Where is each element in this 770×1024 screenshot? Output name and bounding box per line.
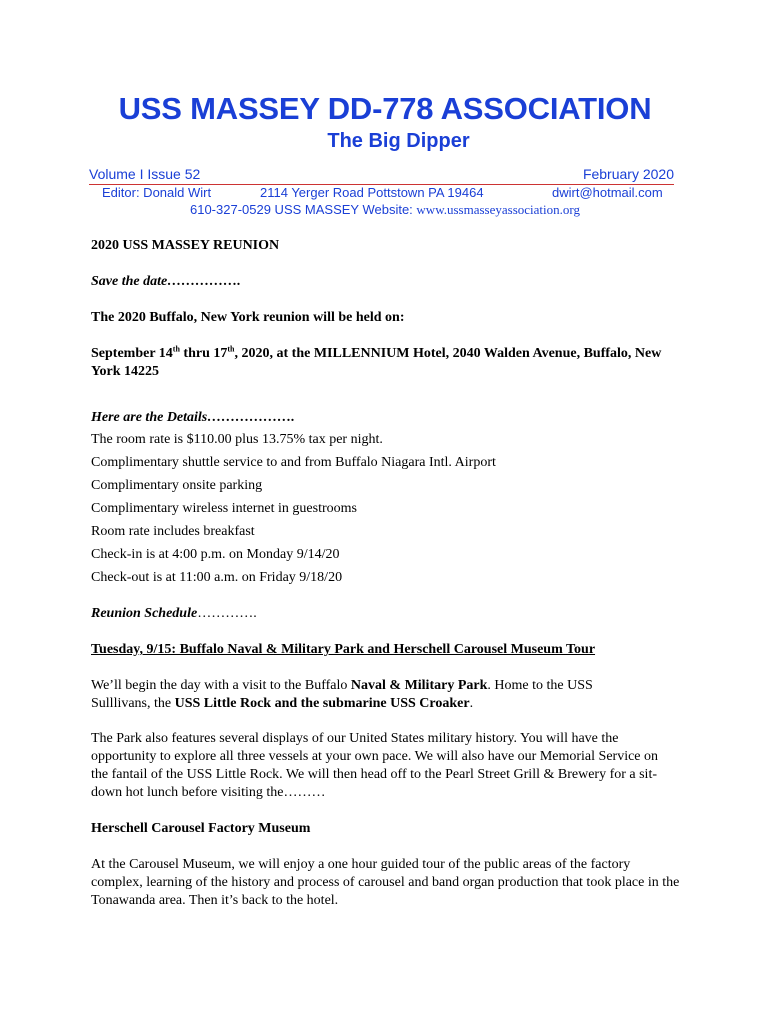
detail-item: Complimentary wireless internet in guestrooms — [91, 501, 357, 516]
paragraph-park-intro — [91, 677, 651, 713]
paragraph-park-details: The Park also features several displays of our United States military history. You will have the opportunity to explore all three vessels at your own pace. We will also have our Memorial Service on the fantail of the USS Little Rock. We will then head off to the Pearl Street Grill & Brewery for a sit-down hot lunch before visiting the……… — [91, 731, 659, 800]
p1-part-c: . Home to the USS Sulllivans, the — [91, 678, 593, 711]
p1-part-d: USS Little Rock and the submarine USS Croaker — [174, 696, 470, 711]
tuesday-heading: Tuesday, 9/15: Buffalo Naval & Military Park and Herschell Carousel Museum Tour — [91, 642, 596, 657]
reunion-location-intro: The 2020 Buffalo, New York reunion will be held on: — [91, 310, 405, 325]
reunion-heading: 2020 USS MASSEY REUNION — [91, 238, 280, 253]
detail-item: Complimentary onsite parking — [91, 478, 263, 493]
carousel-heading: Herschell Carousel Factory Museum — [91, 821, 311, 836]
detail-item: Room rate includes breakfast — [91, 524, 255, 539]
phone-website-line — [0, 202, 770, 218]
editor-address: 2114 Yerger Road Pottstown PA 19464 — [260, 185, 484, 200]
dates-part-3: , 2020, at the MILLENNIUM Hotel, 2040 Walden Avenue, Buffalo, New York 14225 — [91, 346, 662, 379]
details-list — [91, 428, 681, 589]
dates-part-2: thru 17 — [179, 346, 228, 361]
issue-date: February 2020 — [582, 166, 674, 182]
schedule-heading-label: Reunion Schedule — [91, 606, 198, 621]
detail-item: Complimentary shuttle service to and from Buffalo Niagara Intl. Airport — [91, 455, 496, 470]
schedule-heading-dots: …………. — [197, 606, 257, 621]
schedule-heading — [91, 605, 681, 623]
issue-line — [89, 166, 674, 185]
website-link[interactable]: www.ussmasseyassociation.org — [416, 202, 580, 217]
detail-item: The room rate is $110.00 plus 13.75% tax per night. — [91, 432, 383, 447]
p1-part-b: Naval & Military Park — [350, 678, 488, 693]
paragraph-carousel: At the Carousel Museum, we will enjoy a one hour guided tour of the public areas of the factory complex, learning of the history and process of carousel and band organ production that took place in the Tonawanda area. Then it’s back to the hotel. — [91, 857, 680, 908]
save-the-date: Save the date……………. — [91, 274, 241, 289]
dates-sup-1: th — [172, 344, 180, 354]
editor-email[interactable]: dwirt@hotmail.com — [552, 185, 663, 200]
detail-item: Check-out is at 11:00 a.m. on Friday 9/18/20 — [91, 570, 343, 585]
details-heading: Here are the Details………………. — [91, 410, 295, 425]
p1-part-e: . — [469, 696, 474, 711]
newsletter-subtitle: The Big Dipper — [327, 130, 470, 152]
editor-name: Editor: Donald Wirt — [102, 185, 212, 200]
dates-sup-2: th — [227, 344, 235, 354]
newsletter-title: USS MASSEY DD-778 ASSOCIATION — [118, 91, 652, 126]
volume-issue: Volume I Issue 52 — [89, 166, 201, 182]
p1-part-a: We’ll begin the day with a visit to the Buffalo — [91, 678, 351, 693]
detail-item: Check-in is at 4:00 p.m. on Monday 9/14/20 — [91, 547, 340, 562]
phone-website-label: 610-327-0529 USS MASSEY Website: — [189, 202, 413, 217]
reunion-dates — [91, 345, 691, 381]
dates-part-1: September 14 — [91, 346, 173, 361]
